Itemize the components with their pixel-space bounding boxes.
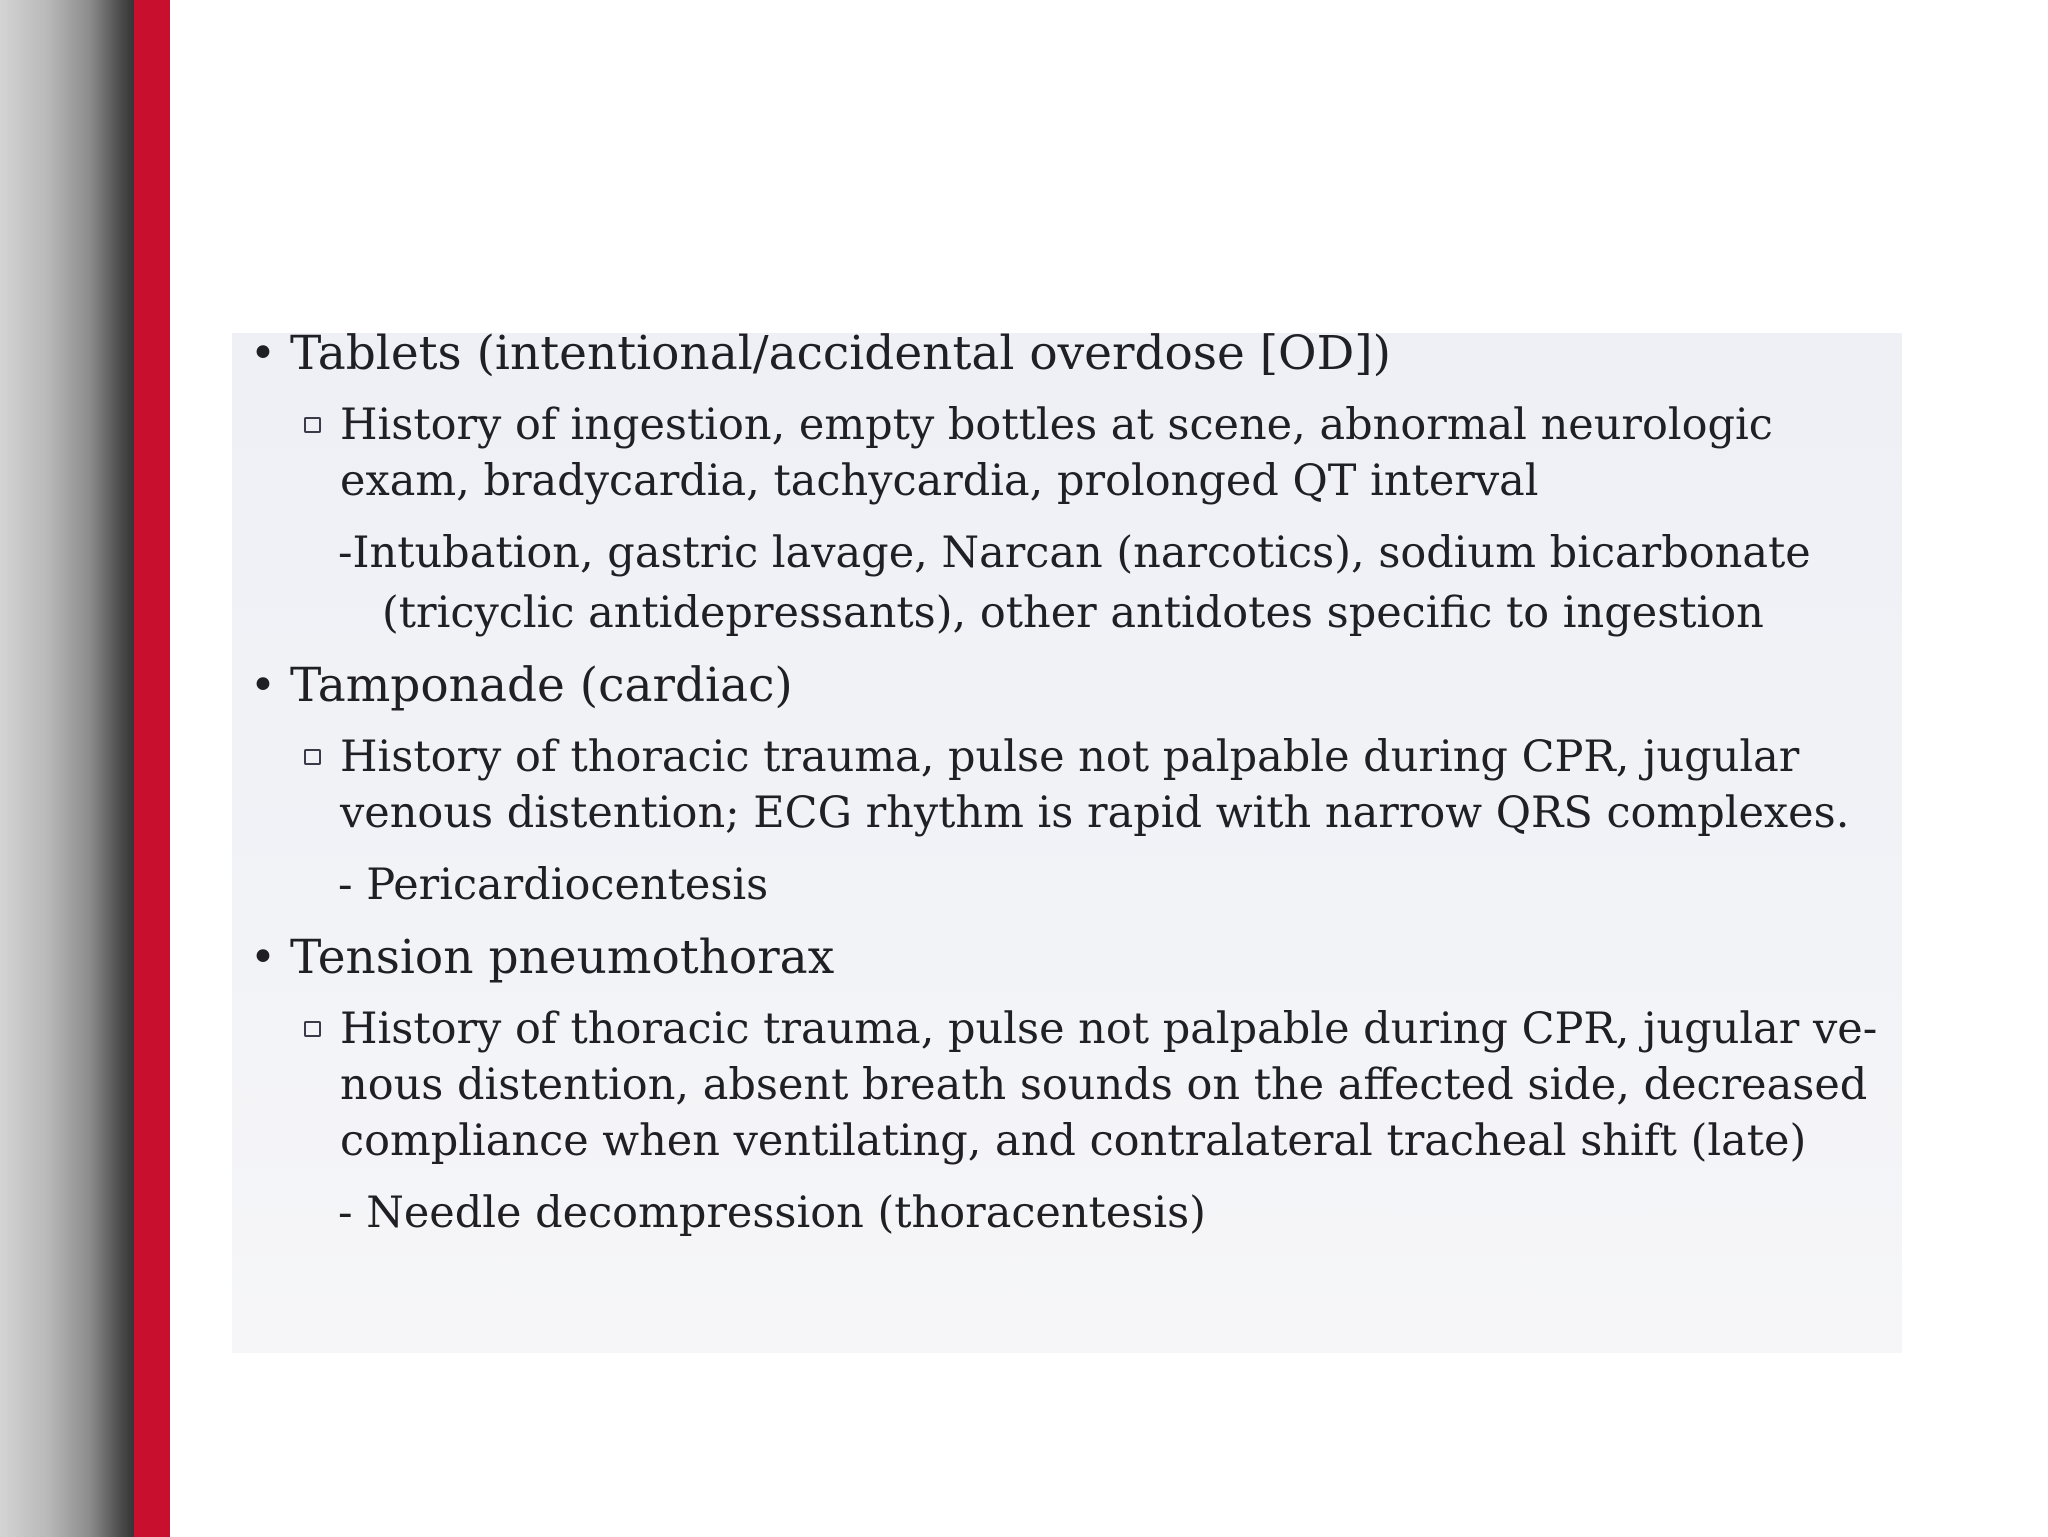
action-line: - Pericardiocentesis [338,860,769,910]
sub-item-tamponade-history [250,729,1890,841]
bullet-dot-icon: • [250,660,276,711]
action-line: (tricyclic antidepressants), other antidotes specific to ingestion [382,588,1764,638]
bullet-heading: Tablets (intentional/accidental overdose [OD]) [290,326,1391,381]
square-bullet-icon [304,749,321,765]
sub-item-pneumothorax-history [250,1001,1890,1169]
bullet-dot-icon: • [250,932,276,983]
detail-line: History of ingestion, empty bottles at scene, abnormal neurologic [340,400,1773,450]
bullet-item-tamponade [250,657,1890,715]
detail-line: History of thoracic trauma, pulse not palpable during CPR, jugular ve- [340,1004,1878,1054]
bullet-item-tablets [250,325,1890,383]
sub-item-tablets-history [250,397,1890,509]
action-tamponade [250,855,1890,915]
square-bullet-icon [304,1021,321,1037]
bullet-item-tension-pneumothorax [250,929,1890,987]
detail-line: venous distention; ECG rhythm is rapid with narrow QRS complexes. [340,788,1850,838]
bullet-heading: Tamponade (cardiac) [290,658,793,713]
detail-line: History of thoracic trauma, pulse not palpable during CPR, jugular [340,732,1800,782]
bullet-heading: Tension pneumothorax [290,930,835,985]
red-accent-bar [134,0,170,1537]
detail-line: nous distention, absent breath sounds on the affected side, decreased [340,1060,1868,1110]
square-bullet-icon [304,417,321,433]
action-tablets [250,523,1890,643]
detail-line: exam, bradycardia, tachycardia, prolonged QT interval [340,456,1539,506]
side-gradient-strip [0,0,138,1537]
action-pneumothorax [250,1183,1890,1243]
slide-content [250,325,1890,1257]
bullet-dot-icon: • [250,328,276,379]
action-line: -Intubation, gastric lavage, Narcan (narcotics), sodium bicarbonate [338,528,1811,578]
action-line: - Needle decompression (thoracentesis) [338,1188,1206,1238]
detail-line: compliance when ventilating, and contralateral tracheal shift (late) [340,1116,1807,1166]
